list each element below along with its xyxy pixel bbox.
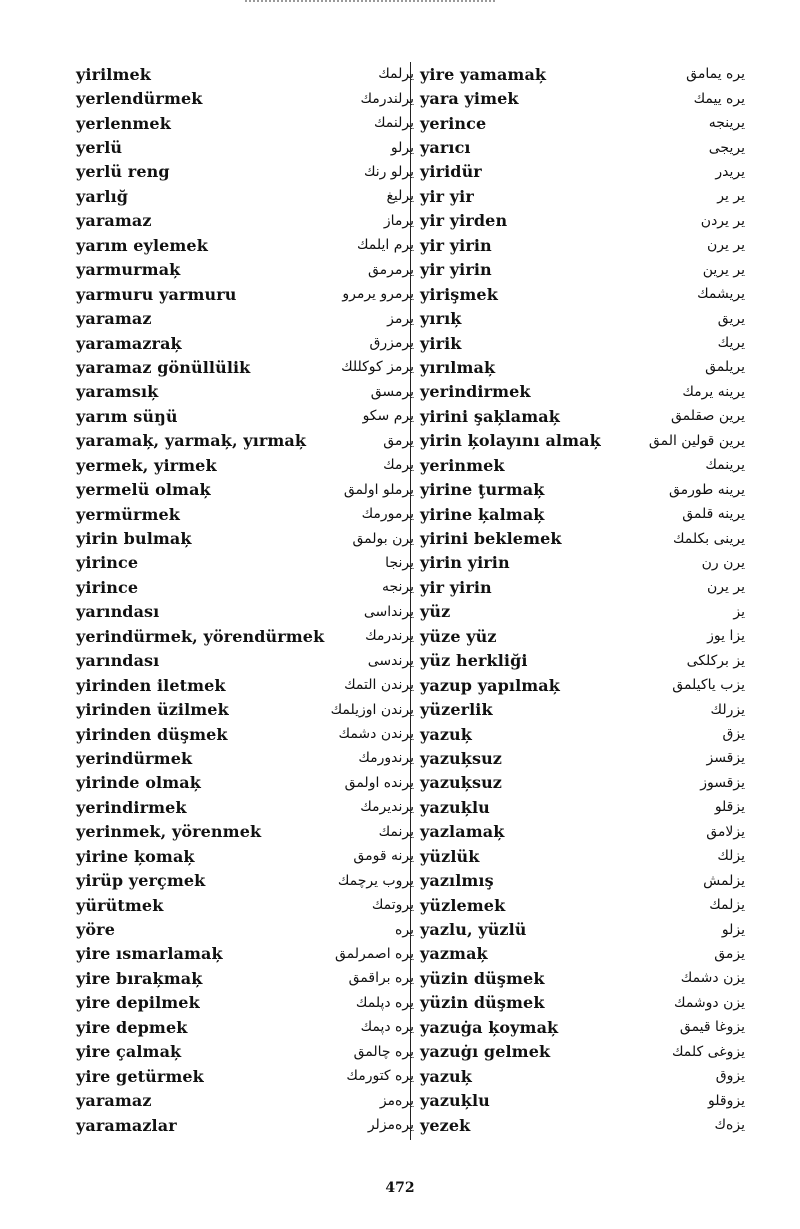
entry-latin: yermürmek (76, 504, 180, 524)
entry-ottoman: یرندیرمك (360, 799, 414, 816)
entry-ottoman: یره ییمك (693, 90, 745, 107)
dictionary-entry (420, 380, 745, 404)
entry-latin: yaramaz (76, 211, 152, 231)
entry-ottoman: یرلو (390, 139, 414, 156)
entry-ottoman: یزلو (721, 921, 745, 938)
dictionary-entry (420, 135, 745, 159)
entry-ottoman: یرمسق (370, 383, 414, 400)
entry-latin: yarım süŋü (76, 406, 178, 426)
entry-ottoman: یرمز (387, 310, 414, 327)
dictionary-entry (420, 600, 745, 624)
entry-latin: yirin bulmaķ (76, 529, 192, 549)
entry-latin: yazuķlu (420, 797, 490, 817)
entry-latin: yaramaz gönüllülik (76, 357, 251, 377)
entry-latin: yüzlemek (420, 895, 506, 915)
entry-latin: yırıķ (420, 309, 462, 329)
entry-ottoman: یره براقمق (348, 970, 414, 987)
dictionary-entry (76, 135, 414, 159)
entry-latin: yirince (76, 553, 139, 573)
entry-ottoman: یرن بولمق (352, 530, 414, 547)
entry-ottoman: یریجی (708, 139, 745, 156)
entry-ottoman: یز برکلکی (686, 652, 745, 669)
dictionary-entry (420, 184, 745, 208)
entry-ottoman: یریشمك (697, 286, 745, 303)
entry-ottoman: یرم سکو (362, 408, 414, 425)
entry-latin: yerinmek, yörenmek (76, 822, 262, 842)
entry-ottoman: یرندن اوزیلمك (330, 701, 414, 718)
entry-ottoman: یرمرمق (367, 261, 414, 278)
entry-ottoman: یرمك (383, 457, 414, 474)
entry-latin: yaramaz (76, 1091, 152, 1111)
dictionary-entry (420, 209, 745, 233)
dictionary-entry (420, 233, 745, 257)
entry-ottoman: یزب یاکیلمق (672, 677, 745, 694)
entry-latin: yir yirden (420, 211, 508, 231)
dictionary-entry (76, 306, 414, 330)
left-column (76, 62, 414, 1137)
dictionary-entry (76, 575, 414, 599)
dictionary-entry (420, 966, 745, 990)
dictionary-entry (420, 355, 745, 379)
entry-ottoman: یرلنمك (373, 115, 414, 132)
entry-latin: yirinden iletmek (76, 675, 226, 695)
entry-latin: yirince (76, 577, 139, 597)
dictionary-entry (420, 306, 745, 330)
dictionary-entry (420, 820, 745, 844)
dictionary-entry (76, 429, 414, 453)
entry-ottoman: یرینه یرمك (682, 383, 745, 400)
dictionary-entry (76, 1088, 414, 1112)
dictionary-entry (420, 331, 745, 355)
entry-ottoman: یره دپلمك (355, 994, 414, 1011)
entry-latin: yirik (420, 333, 462, 353)
entry-latin: yirüp yerçmek (76, 871, 206, 891)
dictionary-entry (76, 551, 414, 575)
entry-latin: yirine ķomaķ (76, 846, 195, 866)
entry-ottoman: یزقسز (706, 750, 745, 767)
dictionary-entry (420, 404, 745, 428)
dictionary-entry (76, 404, 414, 428)
entry-latin: yirinden üzilmek (76, 700, 229, 720)
entry-latin: yerlendürmek (76, 89, 203, 109)
right-column (420, 62, 745, 1137)
entry-ottoman: یرنجه (381, 579, 414, 596)
entry-latin: yir yirin (420, 235, 492, 255)
dictionary-entry (76, 795, 414, 819)
entry-ottoman: یریق (717, 310, 745, 327)
dictionary-entry (76, 868, 414, 892)
entry-latin: yazup yapılmaķ (420, 675, 560, 695)
entry-latin: yöre (76, 920, 115, 940)
entry-ottoman: یرنده اولمق (344, 774, 414, 791)
entry-latin: yire ısmarlamaķ (76, 944, 223, 964)
entry-ottoman: یرینه طورمق (668, 481, 745, 498)
entry-ottoman: یرندسی (367, 652, 414, 669)
entry-ottoman: یر یرن (707, 237, 745, 254)
column-divider (410, 62, 411, 1140)
dictionary-entry (76, 942, 414, 966)
dictionary-entry (420, 160, 745, 184)
dictionary-entry (420, 429, 745, 453)
entry-latin: yire çalmaķ (76, 1042, 182, 1062)
entry-ottoman: یزق (722, 726, 745, 743)
entry-latin: yarındası (76, 602, 160, 622)
entry-latin: yirinden düşmek (76, 724, 228, 744)
entry-ottoman: یزرلك (710, 701, 745, 718)
entry-latin: yerlenmek (76, 113, 171, 133)
dictionary-entry (420, 991, 745, 1015)
entry-latin: yüze yüz (420, 626, 497, 646)
dictionary-entry (76, 1015, 414, 1039)
entry-latin: yazmaķ (420, 944, 488, 964)
entry-ottoman: یرلو رنك (363, 163, 414, 180)
dictionary-entry (420, 1113, 745, 1137)
entry-latin: yaramazlar (76, 1115, 177, 1135)
entry-ottoman: یره کتورمك (346, 1068, 414, 1085)
entry-ottoman: یرمورمك (361, 506, 414, 523)
entry-latin: yirişmek (420, 284, 498, 304)
entry-ottoman: یرینمك (705, 457, 745, 474)
dictionary-entry (420, 551, 745, 575)
entry-latin: yazuķlu (420, 1091, 490, 1111)
entry-latin: yirini beklemek (420, 529, 562, 549)
entry-ottoman: یرینجه (708, 115, 745, 132)
dictionary-entry (420, 62, 745, 86)
entry-ottoman: یزلمش (703, 872, 745, 889)
dictionary-entry (420, 282, 745, 306)
page-number: 472 (385, 1180, 415, 1196)
entry-ottoman: یزن دوشمك (674, 994, 745, 1011)
entry-ottoman: یزەك (714, 1117, 745, 1134)
dictionary-entry (76, 502, 414, 526)
entry-latin: yirini şaķlamaķ (420, 406, 560, 426)
dictionary-entry (76, 331, 414, 355)
entry-latin: yiridür (420, 162, 482, 182)
entry-latin: yazuķsuz (420, 773, 502, 793)
dictionary-entry (76, 209, 414, 233)
dictionary-entry (420, 649, 745, 673)
dictionary-entry (420, 893, 745, 917)
dictionary-entry (420, 795, 745, 819)
dictionary-entry (420, 844, 745, 868)
dictionary-entry (76, 453, 414, 477)
dictionary-entry (76, 649, 414, 673)
entry-ottoman: یرندرمك (365, 628, 414, 645)
entry-ottoman: یروب یرچمك (337, 872, 414, 889)
dictionary-entry (76, 355, 414, 379)
entry-ottoman: یریدر (715, 163, 745, 180)
entry-ottoman: یریك (717, 335, 745, 352)
entry-ottoman: یره یمامق (686, 66, 745, 83)
dictionary-entry (420, 1064, 745, 1088)
dictionary-entry (420, 746, 745, 770)
dictionary-entry (76, 111, 414, 135)
dictionary-entry (420, 722, 745, 746)
entry-latin: yaramsıķ (76, 382, 159, 402)
entry-latin: yüzlük (420, 846, 480, 866)
entry-latin: yire getürmek (76, 1066, 204, 1086)
entry-latin: yire yamamaķ (420, 64, 547, 84)
dictionary-entry (420, 575, 745, 599)
entry-ottoman: یرین قولین المق (648, 432, 745, 449)
entry-ottoman: یرماز (383, 212, 414, 229)
dictionary-entry (76, 600, 414, 624)
dictionary-entry (420, 673, 745, 697)
entry-latin: yaramaz (76, 309, 152, 329)
entry-latin: yermek, yirmek (76, 455, 217, 475)
entry-latin: yüz herkliği (420, 651, 528, 671)
entry-latin: yarlığ (76, 186, 129, 206)
entry-latin: yir yirin (420, 260, 492, 280)
entry-latin: yerince (420, 113, 487, 133)
dictionary-entry (76, 966, 414, 990)
dictionary-entry (76, 380, 414, 404)
dictionary-entry (420, 1015, 745, 1039)
dictionary-entry (76, 771, 414, 795)
dictionary-entry (420, 111, 745, 135)
entry-ottoman: یرەمزلر (367, 1117, 414, 1134)
entry-ottoman: یرن رن (701, 554, 745, 571)
dictionary-entry (76, 844, 414, 868)
entry-latin: yüzin düşmek (420, 993, 545, 1013)
dictionary-entry (76, 722, 414, 746)
entry-ottoman: یز (733, 603, 745, 620)
dictionary-entry (420, 942, 745, 966)
entry-latin: yürütmek (76, 895, 164, 915)
dictionary-entry (420, 1040, 745, 1064)
entry-latin: yerindürmek, yörendürmek (76, 626, 325, 646)
entry-ottoman: یره اصمرلمق (334, 945, 414, 962)
dictionary-entry (76, 991, 414, 1015)
entry-latin: yazlu, yüzlü (420, 920, 527, 940)
dictionary-entry (76, 1113, 414, 1137)
entry-ottoman: یره چالمق (353, 1043, 414, 1060)
entry-latin: yirin yirin (420, 553, 510, 573)
entry-ottoman: یزوق (715, 1068, 745, 1085)
entry-latin: yaramaķ, yarmaķ, yırmaķ (76, 431, 307, 451)
dictionary-entry (76, 917, 414, 941)
entry-latin: yazuġı gelmek (420, 1042, 551, 1062)
dictionary-entry (76, 160, 414, 184)
entry-latin: yermelü olmaķ (76, 480, 211, 500)
dictionary-entry (76, 62, 414, 86)
entry-ottoman: یرینه قلمق (682, 506, 745, 523)
entry-latin: yerindürmek (76, 748, 193, 768)
entry-latin: yara yimek (420, 89, 519, 109)
entry-ottoman: یرلندرمك (360, 90, 414, 107)
entry-latin: yezek (420, 1115, 471, 1135)
entry-ottoman: یروتمك (371, 897, 414, 914)
entry-ottoman: یریلمق (705, 359, 745, 376)
dictionary-entry (76, 624, 414, 648)
entry-latin: yazuķ (420, 1066, 472, 1086)
entry-ottoman: یزقلو (714, 799, 745, 816)
entry-ottoman: یرنداسی (363, 603, 414, 620)
entry-latin: yazuķsuz (420, 748, 502, 768)
entry-latin: yazuķ (420, 724, 472, 744)
entry-ottoman: یرندن دشمك (338, 726, 414, 743)
entry-latin: yirin ķolayını almaķ (420, 431, 601, 451)
entry-latin: yire depilmek (76, 993, 200, 1013)
entry-ottoman: یرینی بکلمك (672, 530, 745, 547)
entry-ottoman: یر یردن (700, 212, 745, 229)
dictionary-entry (76, 893, 414, 917)
entry-latin: yerindirmek (76, 797, 187, 817)
entry-ottoman: یرمرو یرمرو (342, 286, 414, 303)
dictionary-entry (76, 282, 414, 306)
entry-ottoman: یره دپمك (360, 1019, 414, 1036)
entry-latin: yazuġa ķoymaķ (420, 1017, 559, 1037)
dictionary-entry (420, 502, 745, 526)
entry-latin: yarmurmaķ (76, 260, 181, 280)
entry-ottoman: یزمق (714, 945, 745, 962)
entry-latin: yir yirin (420, 577, 492, 597)
dictionary-entry (420, 258, 745, 282)
dictionary-entry (420, 526, 745, 550)
entry-latin: yirine ţurmaķ (420, 480, 545, 500)
dictionary-entry (420, 624, 745, 648)
dictionary-entry (76, 746, 414, 770)
entry-ottoman: یرنه قومق (353, 848, 414, 865)
dictionary-entry (76, 86, 414, 110)
entry-ottoman: یزلامق (706, 823, 745, 840)
dictionary-entry (420, 771, 745, 795)
dictionary-entry (420, 917, 745, 941)
entry-ottoman: یزوغی کلمك (671, 1043, 745, 1060)
entry-latin: yüzin düşmek (420, 968, 545, 988)
dictionary-entry (76, 184, 414, 208)
dictionary-entry (420, 453, 745, 477)
entry-latin: yirilmek (76, 64, 151, 84)
entry-ottoman: یزلك (717, 848, 745, 865)
entry-latin: yirine ķalmaķ (420, 504, 545, 524)
dictionary-entry (76, 697, 414, 721)
entry-ottoman: یرلمك (378, 66, 414, 83)
entry-latin: yarındası (76, 651, 160, 671)
entry-ottoman: یرنجا (385, 554, 414, 571)
entry-ottoman: یرملو اولمق (343, 481, 414, 498)
dictionary-entry (76, 258, 414, 282)
entry-latin: yire bıraķmaķ (76, 968, 203, 988)
entry-ottoman: یرندن التمك (344, 677, 414, 694)
dictionary-entry (76, 477, 414, 501)
entry-ottoman: یزا یوز (707, 628, 745, 645)
entry-latin: yarmuru yarmuru (76, 284, 237, 304)
entry-latin: yazlamaķ (420, 822, 505, 842)
entry-latin: yerlü reng (76, 162, 170, 182)
entry-ottoman: یر یرن (707, 579, 745, 596)
entry-ottoman: یزقسوز (700, 774, 745, 791)
entry-ottoman: یزلمك (709, 897, 745, 914)
entry-latin: yırılmaķ (420, 357, 496, 377)
entry-latin: yüzerlik (420, 700, 493, 720)
entry-latin: yire depmek (76, 1017, 188, 1037)
dictionary-entry (76, 233, 414, 257)
dictionary-entry (420, 697, 745, 721)
entry-latin: yir yir (420, 186, 474, 206)
dictionary-entry (420, 868, 745, 892)
entry-ottoman: یرمق (383, 432, 414, 449)
entry-ottoman: یرمزرق (369, 335, 414, 352)
entry-ottoman: یرمز کوکللك (341, 359, 414, 376)
dictionary-entry (420, 1088, 745, 1112)
entry-latin: yüz (420, 602, 451, 622)
entry-latin: yerlü (76, 138, 123, 158)
entry-ottoman: یزوغا قیمق (679, 1019, 745, 1036)
entry-latin: yarıcı (420, 138, 471, 158)
entry-ottoman: یرنمك (378, 823, 414, 840)
dictionary-entry (76, 820, 414, 844)
entry-latin: yazılmış (420, 871, 494, 891)
entry-ottoman: یرم ایلمك (356, 237, 414, 254)
entry-ottoman: یرندورمك (358, 750, 414, 767)
entry-ottoman: یزوقلو (708, 1092, 745, 1109)
dictionary-entry (76, 673, 414, 697)
dictionary-entry (76, 1040, 414, 1064)
entry-latin: yirinde olmaķ (76, 773, 201, 793)
entry-ottoman: یرلیغ (386, 188, 414, 205)
entry-ottoman: یره (395, 921, 414, 938)
entry-latin: yarım eylemek (76, 235, 208, 255)
entry-latin: yerinmek (420, 455, 505, 475)
entry-ottoman: یزن دشمك (680, 970, 745, 987)
entry-latin: yaramazraķ (76, 333, 182, 353)
dictionary-entry (420, 86, 745, 110)
entry-ottoman: یر یر (717, 188, 745, 205)
dictionary-entry (420, 477, 745, 501)
entry-ottoman: یرین صقلمق (671, 408, 745, 425)
header-rule (245, 0, 495, 6)
dictionary-entry (76, 1064, 414, 1088)
entry-ottoman: یر یرین (702, 261, 745, 278)
entry-latin: yerindirmek (420, 382, 531, 402)
entry-ottoman: یرەمز (379, 1092, 414, 1109)
dictionary-entry (76, 526, 414, 550)
